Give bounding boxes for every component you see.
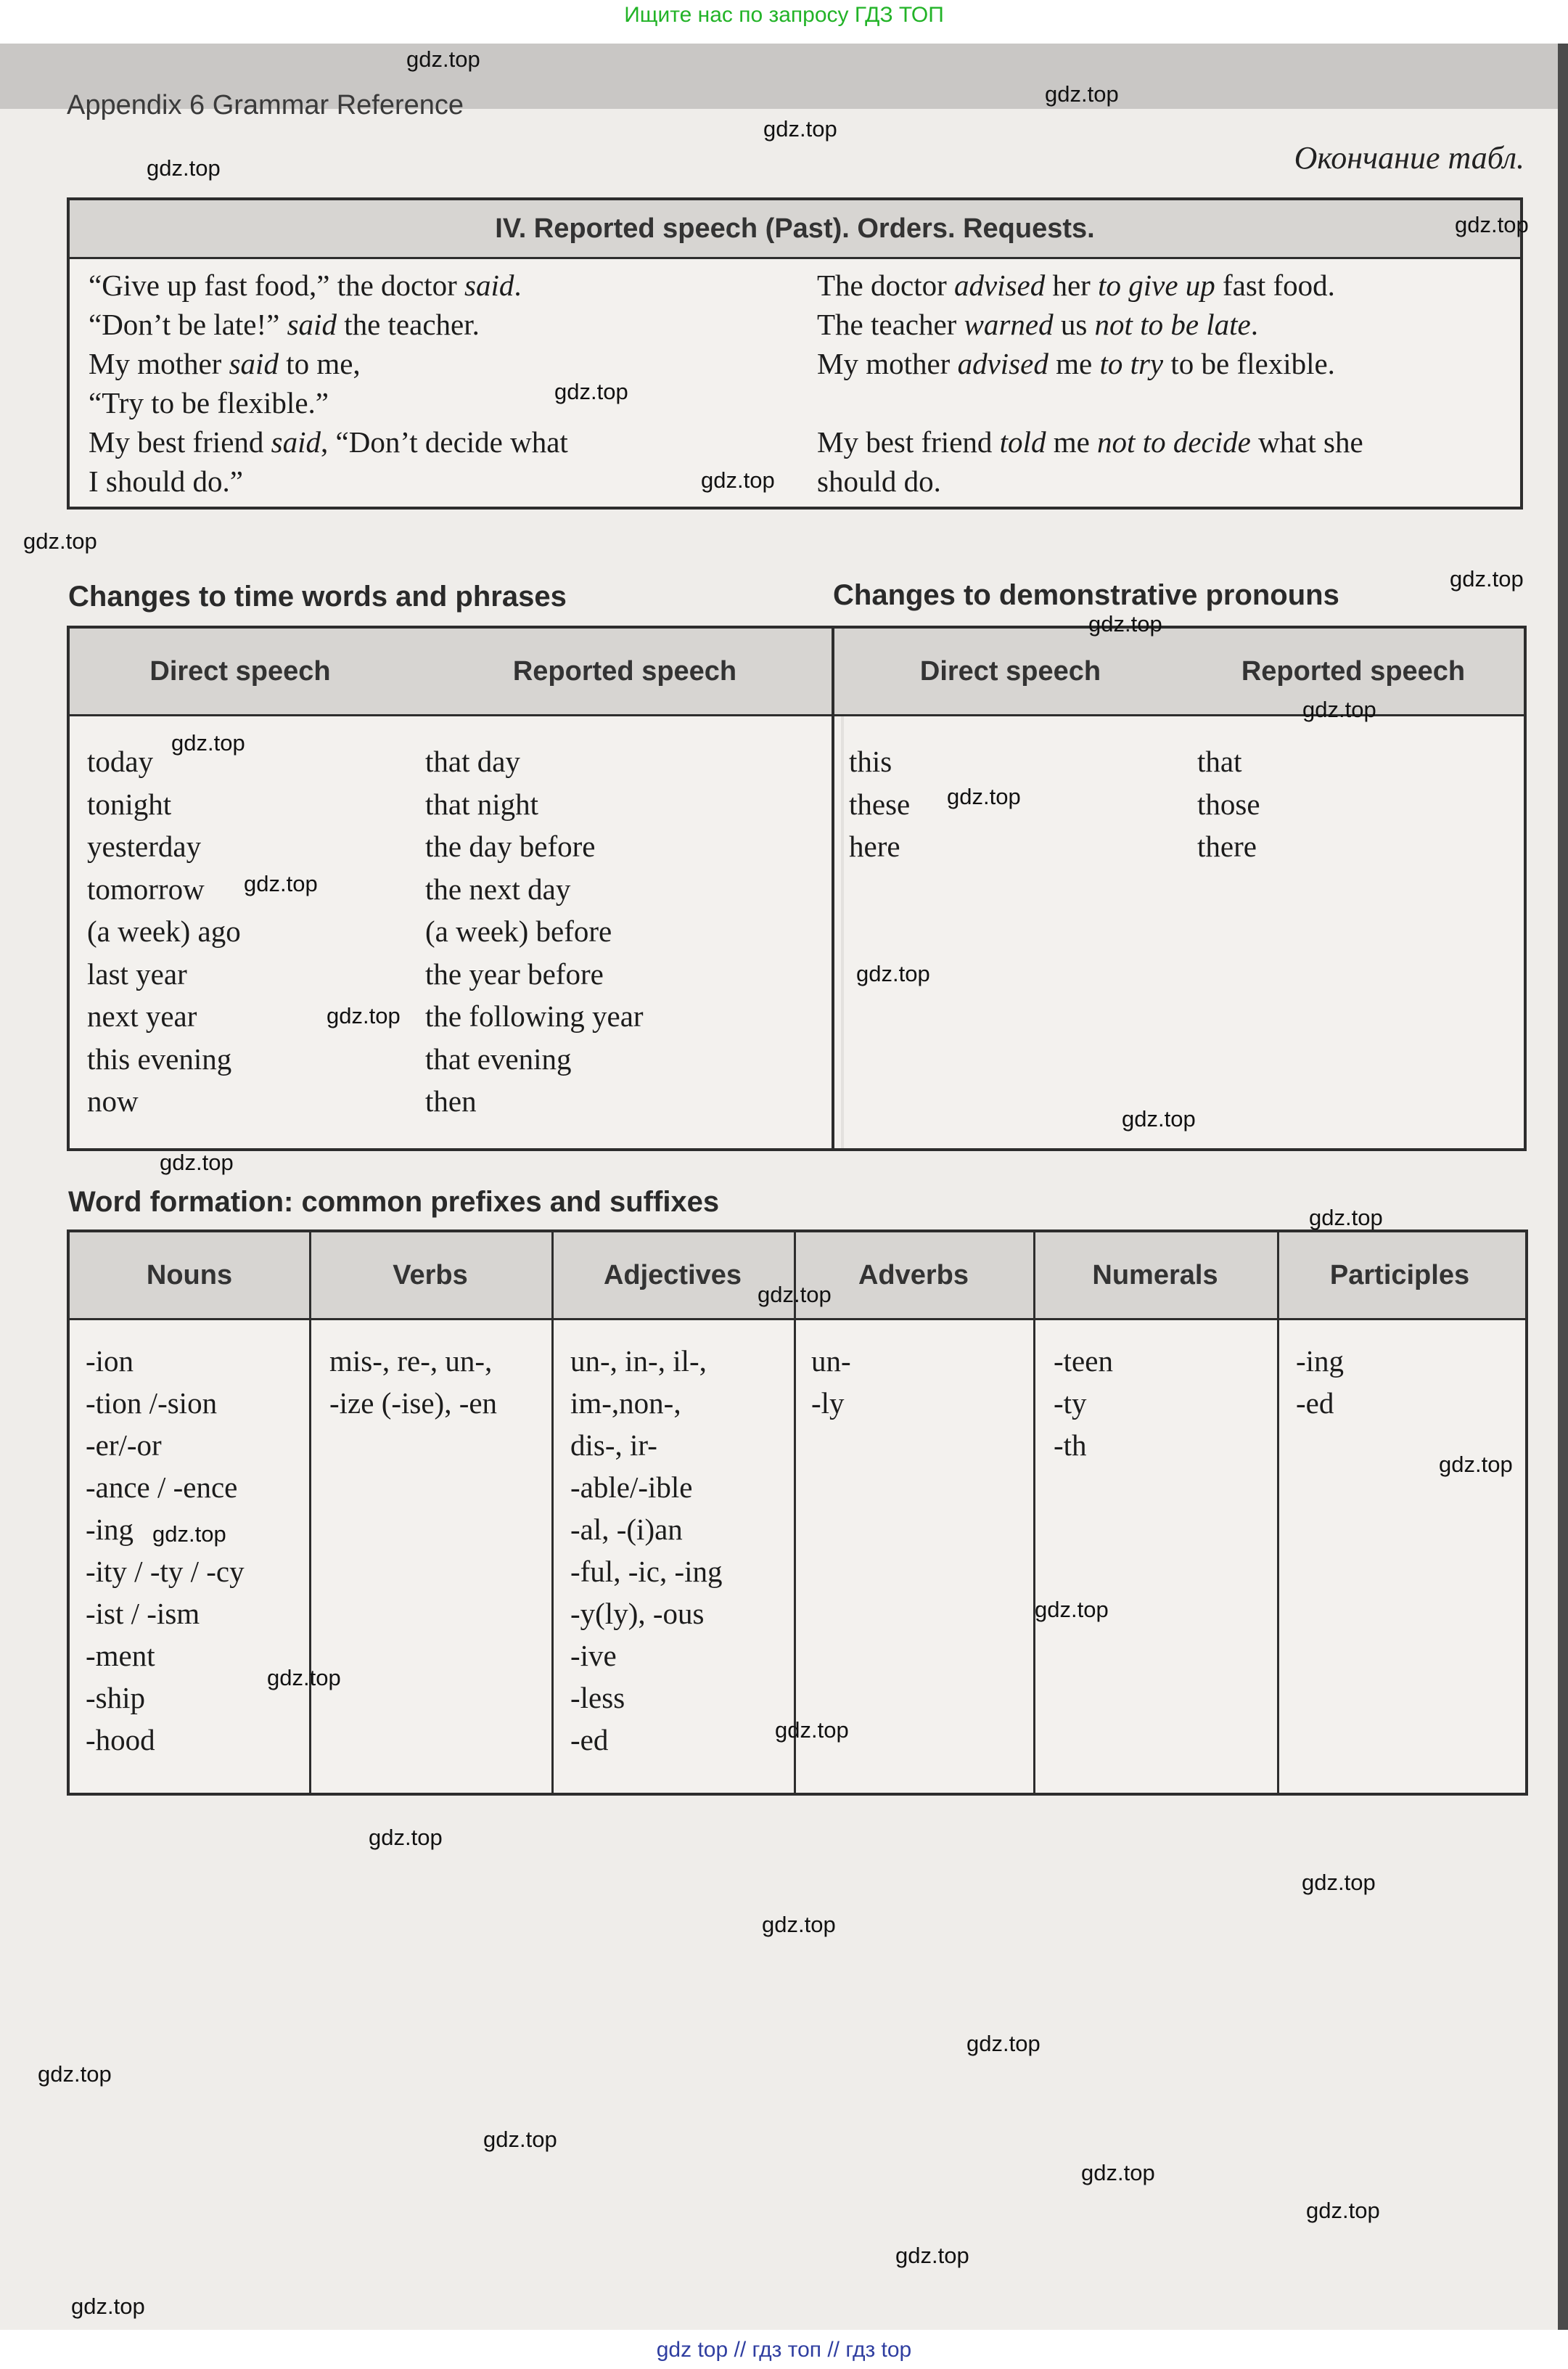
wf-nouns-item: -ship xyxy=(86,1681,145,1714)
wf-nouns-item: -ance / -ence xyxy=(86,1470,238,1504)
col-direct-speech: Direct speech xyxy=(919,656,1101,687)
wf-verbs-item: mis-, re-, un-, xyxy=(329,1344,493,1378)
demonstratives-title: Changes to demonstrative pronouns xyxy=(833,579,1339,611)
watermark-text: gdz.top xyxy=(327,1003,401,1028)
time-reported-item: (a week) before xyxy=(425,915,612,948)
demo-reported-item: there xyxy=(1197,830,1257,863)
time-direct-item: (a week) ago xyxy=(87,915,241,948)
wf-nouns-item: -hood xyxy=(86,1723,155,1756)
time-reported-item: that evening xyxy=(425,1042,572,1076)
bottom-site-links[interactable]: gdz top // гдз топ // гдз top xyxy=(656,2338,912,2362)
time-reported-item: the following year xyxy=(425,999,644,1033)
watermark-text: gdz.top xyxy=(1081,2160,1155,2185)
wf-nouns-item: -ment xyxy=(86,1639,155,1672)
wf-adjectives-item: -able/-ible xyxy=(570,1470,693,1504)
column-divider xyxy=(794,1232,796,1793)
wf-nouns-item: -ion xyxy=(86,1344,134,1378)
watermark-text: gdz.top xyxy=(1122,1106,1196,1132)
demo-direct-item: these xyxy=(849,787,911,821)
watermark-text: gdz.top xyxy=(23,528,97,554)
watermark-text: gdz.top xyxy=(171,730,245,756)
col-reported-speech: Reported speech xyxy=(512,656,737,687)
rs-left-line: My best friend said, “Don’t decide what xyxy=(89,425,568,459)
wf-participles-item: -ed xyxy=(1296,1386,1334,1420)
watermark-text: gdz.top xyxy=(1439,1452,1513,1477)
watermark-text: gdz.top xyxy=(160,1150,234,1175)
watermark-text: gdz.top xyxy=(1088,611,1162,637)
watermark-text: gdz.top xyxy=(758,1282,832,1307)
watermark-text: gdz.top xyxy=(947,784,1021,809)
demo-direct-item: this xyxy=(849,745,892,778)
watermark-text: gdz.top xyxy=(775,1717,849,1743)
word-formation-title: Word formation: common prefixes and suffixes xyxy=(68,1186,720,1218)
watermark-text: gdz.top xyxy=(701,467,775,493)
time-direct-item: tonight xyxy=(87,787,172,821)
time-reported-item: that night xyxy=(425,787,539,821)
demo-reported-item: that xyxy=(1197,745,1242,778)
demo-direct-item: here xyxy=(849,830,900,863)
watermark-text: gdz.top xyxy=(1450,566,1524,592)
wf-adjectives-item: un-, in-, il-, xyxy=(570,1344,707,1378)
reported-speech-box xyxy=(67,197,1523,510)
time-direct-item: last year xyxy=(87,957,187,991)
watermark-text: gdz.top xyxy=(1045,81,1119,107)
watermark-text: gdz.top xyxy=(152,1521,226,1547)
col-reported-speech: Reported speech xyxy=(1241,656,1466,687)
watermark-text: gdz.top xyxy=(763,116,837,142)
rs-left-line: “Give up fast food,” the doctor said. xyxy=(89,269,522,302)
wf-adverbs-item: -ly xyxy=(811,1386,845,1420)
time-direct-item: today xyxy=(87,745,154,778)
time-reported-item: the year before xyxy=(425,957,604,991)
col-verbs: Verbs xyxy=(393,1260,468,1290)
demo-reported-item: those xyxy=(1197,787,1260,821)
col-nouns: Nouns xyxy=(146,1260,233,1290)
wf-participles-item: -ing xyxy=(1296,1344,1345,1378)
wf-adjectives-item: -ful, -ic, -ing xyxy=(570,1555,723,1588)
reported-speech-title: IV. Reported speech (Past). Orders. Requests. xyxy=(70,200,1520,259)
time-direct-item: this evening xyxy=(87,1042,232,1076)
demonstratives-header xyxy=(834,629,1524,716)
word-formation-table xyxy=(67,1229,1528,1796)
rs-left-line: I should do.” xyxy=(89,465,243,498)
wf-numerals-item: -th xyxy=(1054,1428,1087,1462)
wf-adjectives-item: im-,non-, xyxy=(570,1386,681,1420)
wf-adjectives-item: -ive xyxy=(570,1639,617,1672)
wf-adjectives-item: -ed xyxy=(570,1723,609,1756)
wf-adjectives-item: -y(ly), -ous xyxy=(570,1597,705,1630)
time-direct-item: tomorrow xyxy=(87,872,205,906)
time-reported-item: that day xyxy=(425,745,520,778)
time-direct-item: next year xyxy=(87,999,197,1033)
wf-nouns-item: -tion /-sion xyxy=(86,1386,218,1420)
column-divider xyxy=(1033,1232,1035,1793)
watermark-text: gdz.top xyxy=(483,2127,557,2152)
wf-nouns-item: -ist / -ism xyxy=(86,1597,200,1630)
column-divider xyxy=(1277,1232,1279,1793)
rs-right-line: should do. xyxy=(817,465,941,498)
rs-right-line: The teacher warned us not to be late. xyxy=(817,308,1259,341)
wf-nouns-item: -ing xyxy=(86,1513,134,1546)
column-divider xyxy=(551,1232,554,1793)
watermark-text: gdz.top xyxy=(369,1825,443,1850)
rs-left-line: “Don’t be late!” said the teacher. xyxy=(89,308,480,341)
watermark-text: gdz.top xyxy=(267,1665,341,1690)
time-words-table xyxy=(67,626,844,1151)
rs-left-line: My mother said to me, xyxy=(89,347,361,380)
wf-adjectives-item: -less xyxy=(570,1681,625,1714)
col-numerals: Numerals xyxy=(1092,1260,1218,1290)
wf-numerals-item: -ty xyxy=(1054,1386,1087,1420)
rs-right-line: The doctor advised her to give up fast food. xyxy=(817,269,1335,302)
top-search-link[interactable]: Ищите нас по запросу ГДЗ ТОП xyxy=(624,3,944,27)
wf-nouns-item: -ity / -ty / -cy xyxy=(86,1555,245,1588)
time-reported-item: the next day xyxy=(425,872,571,906)
time-reported-item: then xyxy=(425,1084,477,1118)
column-divider xyxy=(309,1232,311,1793)
wf-numerals-item: -teen xyxy=(1054,1344,1113,1378)
rs-right-line: My best friend told me not to decide what she xyxy=(817,425,1363,459)
wf-adjectives-item: dis-, ir- xyxy=(570,1428,657,1462)
rs-right-line: My mother advised me to try to be flexible. xyxy=(817,347,1335,380)
watermark-text: gdz.top xyxy=(895,2243,969,2268)
demonstratives-table xyxy=(832,626,1527,1151)
page-header: Appendix 6 Grammar Reference xyxy=(67,90,464,120)
col-adverbs: Adverbs xyxy=(858,1260,969,1290)
watermark-text: gdz.top xyxy=(1302,697,1376,722)
time-words-header xyxy=(70,629,841,716)
time-reported-item: the day before xyxy=(425,830,596,863)
time-direct-item: yesterday xyxy=(87,830,202,863)
watermark-text: gdz.top xyxy=(856,961,930,986)
scan-edge xyxy=(1558,44,1568,2330)
table-continuation-note: Окончание табл. xyxy=(1294,140,1524,176)
watermark-text: gdz.top xyxy=(1309,1205,1383,1230)
watermark-text: gdz.top xyxy=(554,379,628,404)
watermark-text: gdz.top xyxy=(762,1912,836,1937)
time-direct-item: now xyxy=(87,1084,139,1118)
wf-adjectives-item: -al, -(i)an xyxy=(570,1513,683,1546)
watermark-text: gdz.top xyxy=(244,871,318,896)
wf-verbs-item: -ize (-ise), -en xyxy=(329,1386,498,1420)
rs-left-line: “Try to be flexible.” xyxy=(89,386,329,420)
watermark-text: gdz.top xyxy=(966,2031,1040,2056)
watermark-text: gdz.top xyxy=(1455,212,1529,237)
watermark-text: gdz.top xyxy=(38,2061,112,2087)
watermark-text: gdz.top xyxy=(406,46,480,72)
col-adjectives: Adjectives xyxy=(603,1260,742,1290)
watermark-text: gdz.top xyxy=(1035,1597,1109,1622)
watermark-text: gdz.top xyxy=(147,155,221,181)
time-words-title: Changes to time words and phrases xyxy=(68,581,567,613)
col-participles: Participles xyxy=(1329,1260,1470,1290)
wf-nouns-item: -er/-or xyxy=(86,1428,162,1462)
col-direct-speech: Direct speech xyxy=(149,656,331,687)
watermark-text: gdz.top xyxy=(1302,1870,1376,1895)
watermark-text: gdz.top xyxy=(71,2294,145,2319)
watermark-text: gdz.top xyxy=(1306,2198,1380,2223)
wf-adverbs-item: un- xyxy=(811,1344,851,1378)
